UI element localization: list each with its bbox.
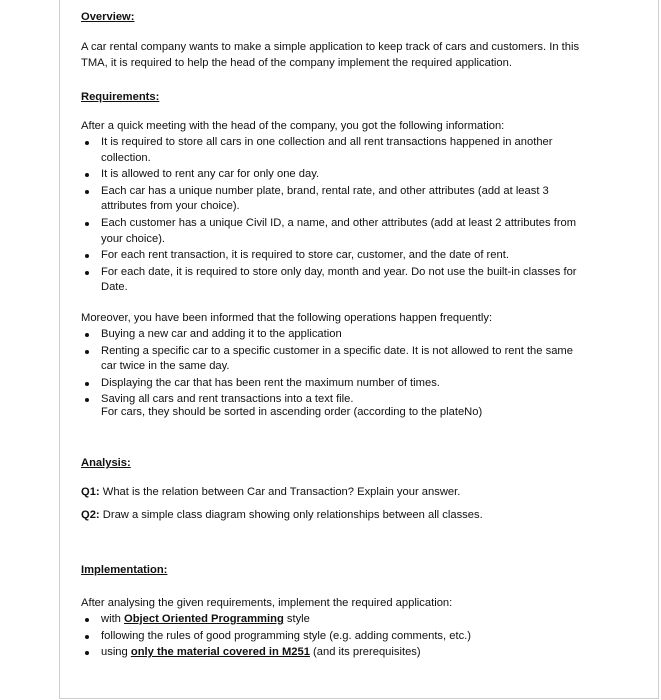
analysis-heading: Analysis:: [81, 457, 131, 469]
operations-note: For cars, they should be sorted in ascending order (according to the plateNo): [101, 406, 483, 418]
q2-label: Q2:: [81, 509, 100, 521]
oop-emphasis: Object Oriented Programming: [124, 613, 284, 625]
list-item: It is allowed to rent any car for only one day.: [81, 167, 591, 183]
q2-text: Draw a simple class diagram showing only relationships between all classes.: [99, 509, 483, 521]
implementation-intro: After analysing the given requirements, implement the required application:: [81, 597, 453, 609]
q1-text: What is the relation between Car and Transaction? Explain your answer.: [99, 486, 461, 498]
requirements-heading: Requirements:: [81, 91, 160, 103]
item-prefix: with: [101, 613, 125, 625]
list-item: following the rules of good programming style (e.g. adding comments, etc.): [81, 629, 591, 645]
m251-emphasis: only the material covered in M251: [130, 646, 310, 659]
q1-label: Q1:: [81, 486, 100, 498]
list-item: For each date, it is required to store only day, month and year. Do not use the built-in classes for Date.: [81, 265, 591, 296]
list-item: Displaying the car that has been rent the maximum number of times.: [81, 376, 591, 392]
overview-heading: Overview:: [81, 11, 135, 23]
list-item: [81, 645, 591, 661]
implementation-list: [81, 612, 591, 662]
operations-intro: Moreover, you have been informed that the following operations happen frequently:: [81, 312, 493, 324]
question-1: [81, 485, 591, 501]
item-suffix: style: [283, 613, 310, 625]
requirements-intro: After a quick meeting with the head of the company, you got the following information:: [81, 120, 505, 132]
list-item: [81, 612, 591, 628]
requirements-list: [81, 135, 591, 297]
list-item: Each car has a unique number plate, brand, rental rate, and other attributes (add at least 3 attributes from your choice).: [81, 184, 591, 215]
overview-text: A car rental company wants to make a simple application to keep track of cars and customers. In this TMA, it is required to help the head of the company implement the required application.: [81, 41, 580, 69]
list-item: Each customer has a unique Civil ID, a name, and other attributes (add at least 2 attributes from your choice).: [81, 216, 591, 247]
question-2: [81, 508, 591, 524]
list-item: It is required to store all cars in one collection and all rent transactions happened in another collection.: [81, 135, 591, 166]
list-item: Saving all cars and rent transactions into a text file.: [81, 392, 591, 408]
operations-list: [81, 327, 591, 409]
item-prefix: using: [101, 646, 131, 659]
list-item: Buying a new car and adding it to the application: [81, 327, 591, 343]
implementation-heading: Implementation:: [81, 564, 168, 576]
list-item: Renting a specific car to a specific customer in a specific date. It is not allowed to rent the same car twice in the same day.: [81, 344, 591, 375]
list-item: For each rent transaction, it is required to store car, customer, and the date of rent.: [81, 248, 591, 264]
item-suffix: (and its prerequisites): [309, 646, 421, 659]
